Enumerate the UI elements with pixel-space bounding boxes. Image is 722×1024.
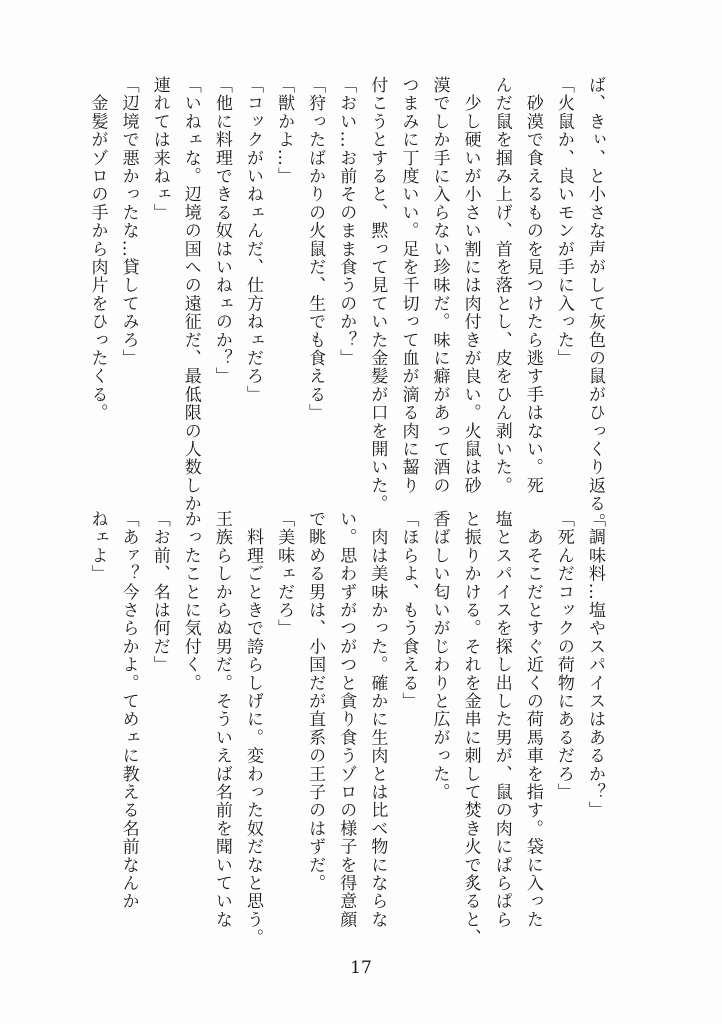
text-line: かったことに気付く。 xyxy=(180,510,201,692)
text-line: 砂漠で食えるものを見つけたら逃す手はない。死 xyxy=(522,76,543,495)
text-line: 肉は美味かった。確かに生肉とは比べ物にならな xyxy=(367,510,388,929)
text-line: んだ鼠を掴み上げ、首を落とし、皮をひん剥いた。 xyxy=(491,76,512,495)
lower-text-block xyxy=(81,510,610,950)
text-line: 「死んだコックの荷物にあるだろ」 xyxy=(553,510,574,802)
text-line: 「お前、名は何だ」 xyxy=(149,510,170,674)
text-line: 付こうとすると、黙って見ていた金髪が口を開いた。 xyxy=(367,76,388,513)
text-line: 「ほらよ、もう食える」 xyxy=(398,510,419,711)
text-line: ねェよ」 xyxy=(87,510,108,583)
text-line: つまみに丁度いい。足を千切って血が滴る肉に齧り xyxy=(398,76,419,495)
text-line: ば、きぃ、と小さな声がして灰色の鼠がひっくり返る。 xyxy=(585,76,605,531)
text-line: 料理ごときで誇らしげに。変わった奴だなと思う。 xyxy=(242,510,263,947)
page-number: 17 xyxy=(350,958,372,978)
text-line: と振りかける。それを金串に刺して焚き火で炙ると、 xyxy=(460,510,481,947)
text-line: 連れては来ねェ」 xyxy=(149,76,170,222)
text-line: 「辺境で悪かったな…貸してみろ」 xyxy=(118,76,139,368)
upper-text-block xyxy=(81,76,610,531)
text-line: 「調味料…塩やスパイスはあるか？」 xyxy=(585,510,605,820)
text-line: 漠でしか手に入らない珍味だ。味に癖があって酒の xyxy=(429,76,450,495)
text-line: 塩とスパイスを探し出した男が、鼠の肉にぱらぱら xyxy=(491,510,512,929)
text-line: 少し硬いが小さい割には肉付きが良い。火鼠は砂 xyxy=(460,76,481,495)
text-line: 王族らしからぬ男だ。そういえば名前を聞いていな xyxy=(211,510,232,929)
text-line: あそこだとすぐ近くの荷馬車を指す。袋に入った xyxy=(522,510,543,929)
text-line: で眺める男は、小国だが直系の王子のはずだ。 xyxy=(305,510,326,893)
text-line: 「美味ェだろ」 xyxy=(274,510,295,638)
text-line: 「あァ？今さらかよ。てめェに教える名前なんか xyxy=(118,510,139,911)
text-line: 「獣かよ…」 xyxy=(274,76,295,186)
text-line: 「火鼠か、良いモンが手に入った」 xyxy=(553,76,574,368)
text-line: 金髪がゾロの手から肉片をひったくる。 xyxy=(87,76,108,422)
text-line: い。思わずがつがつと貪り食うゾロの様子を得意顔 xyxy=(336,510,357,929)
text-line: 「他に料理できる奴はいねェのか？」 xyxy=(211,76,232,386)
text-line: 「いねェな。辺境の国への遠征だ、最低限の人数しか xyxy=(180,76,201,513)
text-line: 香ばしい匂いがじわりと広がった。 xyxy=(429,510,450,802)
text-line: 「コックがいねェんだ、仕方ねェだろ」 xyxy=(242,76,263,404)
text-line: 「おい…お前そのまま食うのか？」 xyxy=(336,76,357,368)
text-line: 「狩ったばかりの火鼠だ、生でも食える」 xyxy=(305,76,326,422)
